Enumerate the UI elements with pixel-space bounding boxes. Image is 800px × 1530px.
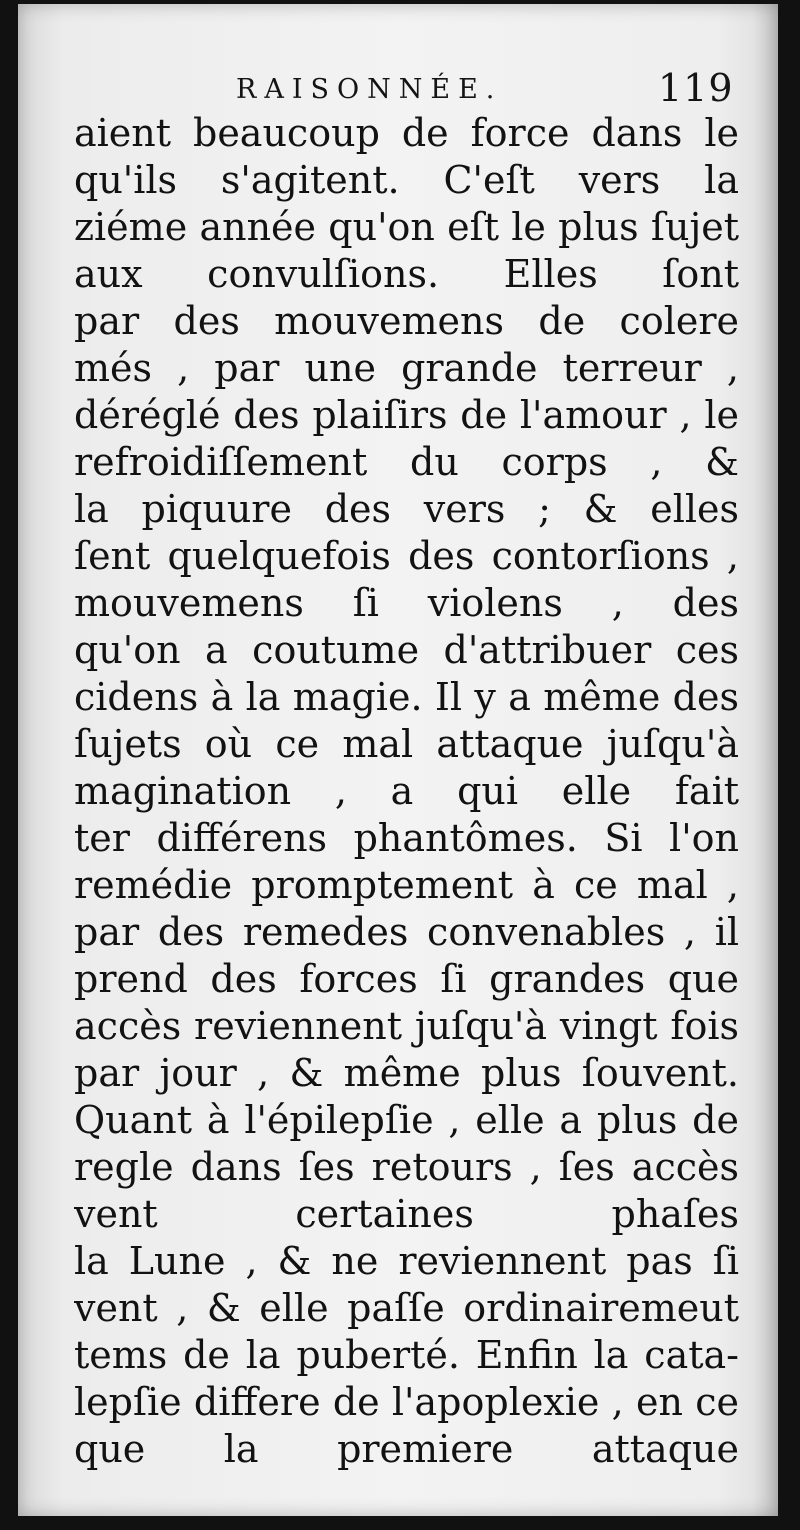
- running-title: RAISONNÉE.: [236, 74, 503, 105]
- running-head: [18, 64, 778, 114]
- text-line: prend des forces ſi grandes que: [74, 957, 739, 1001]
- text-line: par des remedes convenables , il: [74, 910, 739, 954]
- body-text: [74, 110, 739, 1473]
- text-line: més , par une grande terreur ,: [74, 346, 739, 390]
- text-line: remédie promptement à ce mal ,: [74, 863, 739, 907]
- text-line: Quant à l'épilepſie , elle a plus de: [74, 1098, 739, 1142]
- text-line: tems de la puberté. Enfin la cata-: [74, 1333, 739, 1377]
- text-line: ſujets où ce mal attaque juſqu'à: [74, 722, 739, 766]
- text-line: qu'ils s'agitent. C'eſt vers la: [74, 158, 739, 202]
- text-line: vent , & elle paſſe ordinairemeut: [74, 1286, 739, 1330]
- text-line: aient beaucoup de force dans le: [74, 111, 739, 155]
- text-line: que la premiere attaque: [74, 1427, 739, 1471]
- text-line: la Lune , & ne reviennent pas ſi: [74, 1239, 739, 1283]
- text-line: ziéme année qu'on eſt le plus ſujet: [74, 205, 739, 249]
- page-edge-shadow: [752, 4, 778, 1516]
- text-line: ter différens phantômes. Si l'on: [74, 816, 739, 860]
- page-number: 119: [658, 66, 734, 110]
- show-through-shadow: [118, 1476, 678, 1502]
- text-line: par des mouvemens de colere: [74, 299, 739, 343]
- text-line: regle dans ſes retours , ſes accès: [74, 1145, 739, 1189]
- text-line: la piquure des vers ; & elles: [74, 487, 739, 531]
- text-line: par jour , & même plus ſouvent.: [74, 1051, 739, 1095]
- text-line: ſent quelquefois des contorſions ,: [74, 534, 739, 578]
- text-line: magination , a qui elle fait: [74, 769, 739, 813]
- text-line: accès reviennent juſqu'à vingt fois: [74, 1004, 739, 1048]
- text-line: mouvemens ſi violens , des: [74, 581, 739, 625]
- text-line: refroidiſſement du corps , &: [74, 440, 739, 484]
- text-line: aux convulſions. Elles ſont: [74, 252, 739, 296]
- text-line: déréglé des plaiſirs de l'amour , le: [74, 393, 739, 437]
- text-line: qu'on a coutume d'attribuer ces: [74, 628, 739, 672]
- text-line: lepſie differe de l'apoplexie , en ce: [74, 1380, 739, 1424]
- text-line: vent certaines phaſes: [74, 1192, 739, 1236]
- text-line: cidens à la magie. Il y a même des: [74, 675, 739, 719]
- book-page: [18, 4, 778, 1516]
